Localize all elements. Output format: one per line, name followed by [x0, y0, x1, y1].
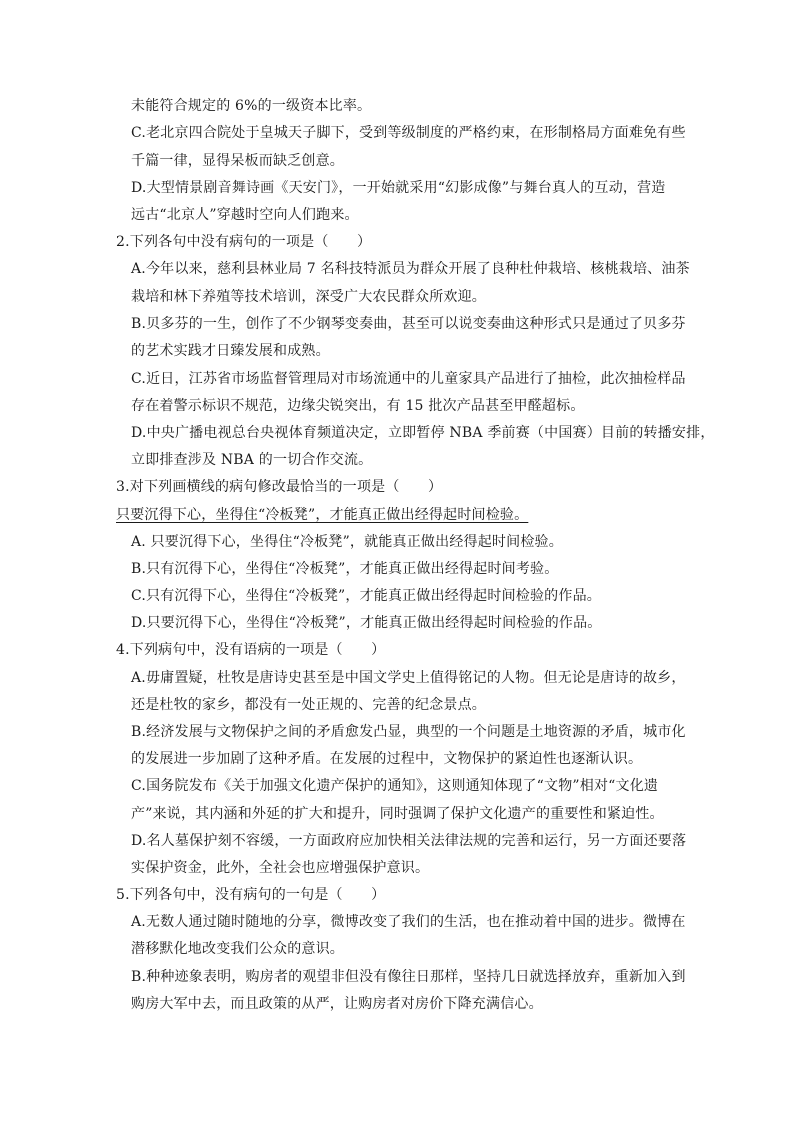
- option-a-line: A. 只要沉得下心，坐得住“冷板凳”，就能真正做出经得起时间检验。: [131, 534, 563, 550]
- question-5-stem: 5.下列各句中，没有病句的一句是（ ）: [116, 887, 386, 903]
- question-2-stem: 2.下列各句中没有病句的一项是（ ）: [116, 234, 372, 250]
- option-b-line: B.只有沉得下心，坐得住“冷板凳”，才能真正做出经得起时间考验。: [131, 561, 559, 577]
- text-line: 的发展进一步加剧了这种矛盾。在发展的过程中，文物保护的紧迫性也逐渐认识。: [131, 751, 643, 767]
- text-line: 立即排查涉及 NBA 的一切合作交流。: [131, 452, 373, 468]
- option-a-line: A.今年以来，慈利县林业局 7 名科技特派员为群众开展了良种杜仲栽培、核桃栽培、油茶: [131, 261, 690, 277]
- text-line: 还是杜牧的家乡，都没有一处正规的、完善的纪念景点。: [131, 697, 486, 713]
- option-d-line: D.大型情景剧音舞诗画《天安门》，一开始就采用“幻影成像”与舞台真人的互动，营造: [131, 180, 666, 196]
- text-line: 实保护资金，此外，全社会也应增强保护意识。: [131, 860, 430, 876]
- option-c-line: C.国务院发布《关于加强文化遗产保护的通知》，这则通知体现了“文物”相对“文化遗: [131, 778, 659, 794]
- option-b-line: B.贝多芬的一生，创作了不少钢琴变奏曲，甚至可以说变奏曲这种形式只是通过了贝多芬: [131, 316, 686, 332]
- text-line: 的艺术实践才日臻发展和成熟。: [131, 343, 330, 359]
- option-d-line: D.只要沉得下心，坐得住“冷板凳”，才能真正做出经得起时间检验的作品。: [131, 615, 602, 631]
- option-b-line: B.种种迹象表明，购房者的观望非但没有像往日那样，坚持几日就选择放弃，重新加入到: [131, 969, 686, 985]
- text-line: 潜移默化地改变我们公众的意识。: [131, 941, 344, 957]
- text-line: 产”来说，其内涵和外延的扩大和提升，同时强调了保护文化遗产的重要性和紧迫性。: [131, 806, 664, 822]
- text-line: 购房大军中去，而且政策的从严，让购房者对房价下降充满信心。: [131, 996, 543, 1012]
- text-line: 栽培和林下养殖等技术培训，深受广大农民群众所欢迎。: [131, 289, 486, 305]
- option-a-line: A.无数人通过随时随地的分享，微博改变了我们的生活，也在推动着中国的进步。微博在: [131, 914, 686, 930]
- option-d-line: D.名人墓保护刻不容缓，一方面政府应加快相关法律法规的完善和运行，另一方面还要落: [131, 833, 687, 849]
- text-line: 远古“北京人”穿越时空向人们跑来。: [131, 207, 359, 223]
- underlined-sentence: 只要沉得下心，坐得住“冷板凳”，才能真正做出经得起时间检验。: [116, 507, 529, 523]
- text-line: 存在着警示标识不规范，边缘尖锐突出，有 15 批次产品甚至甲醛超标。: [131, 398, 585, 414]
- option-c-line: C.只有沉得下心，坐得住“冷板凳”，才能真正做出经得起时间检验的作品。: [131, 588, 601, 604]
- option-c-line: C.近日，江苏省市场监督管理局对市场流通中的儿童家具产品进行了抽检，此次抽检样品: [131, 371, 686, 387]
- question-4-stem: 4.下列病句中，没有语病的一项是（ ）: [116, 642, 386, 658]
- text-line: 千篇一律，显得呆板而缺乏创意。: [131, 153, 344, 169]
- option-a-line: A.毋庸置疑，杜牧是唐诗史甚至是中国文学史上值得铭记的人物。但无论是唐诗的故乡，: [131, 670, 686, 686]
- question-3-stem: 3.对下列画横线的病句修改最恰当的一项是（ ）: [116, 479, 443, 495]
- text-line: 未能符合规定的 6%的一级资本比率。: [131, 98, 372, 114]
- option-b-line: B.经济发展与文物保护之间的矛盾愈发凸显，典型的一个问题是土地资源的矛盾，城市化: [131, 724, 686, 740]
- option-c-line: C.老北京四合院处于皇城天子脚下，受到等级制度的严格约束，在形制格局方面难免有些: [131, 125, 686, 141]
- option-d-line: D.中央广播电视总台央视体育频道决定，立即暂停 NBA 季前赛（中国赛）目前的转播安排，: [131, 425, 715, 441]
